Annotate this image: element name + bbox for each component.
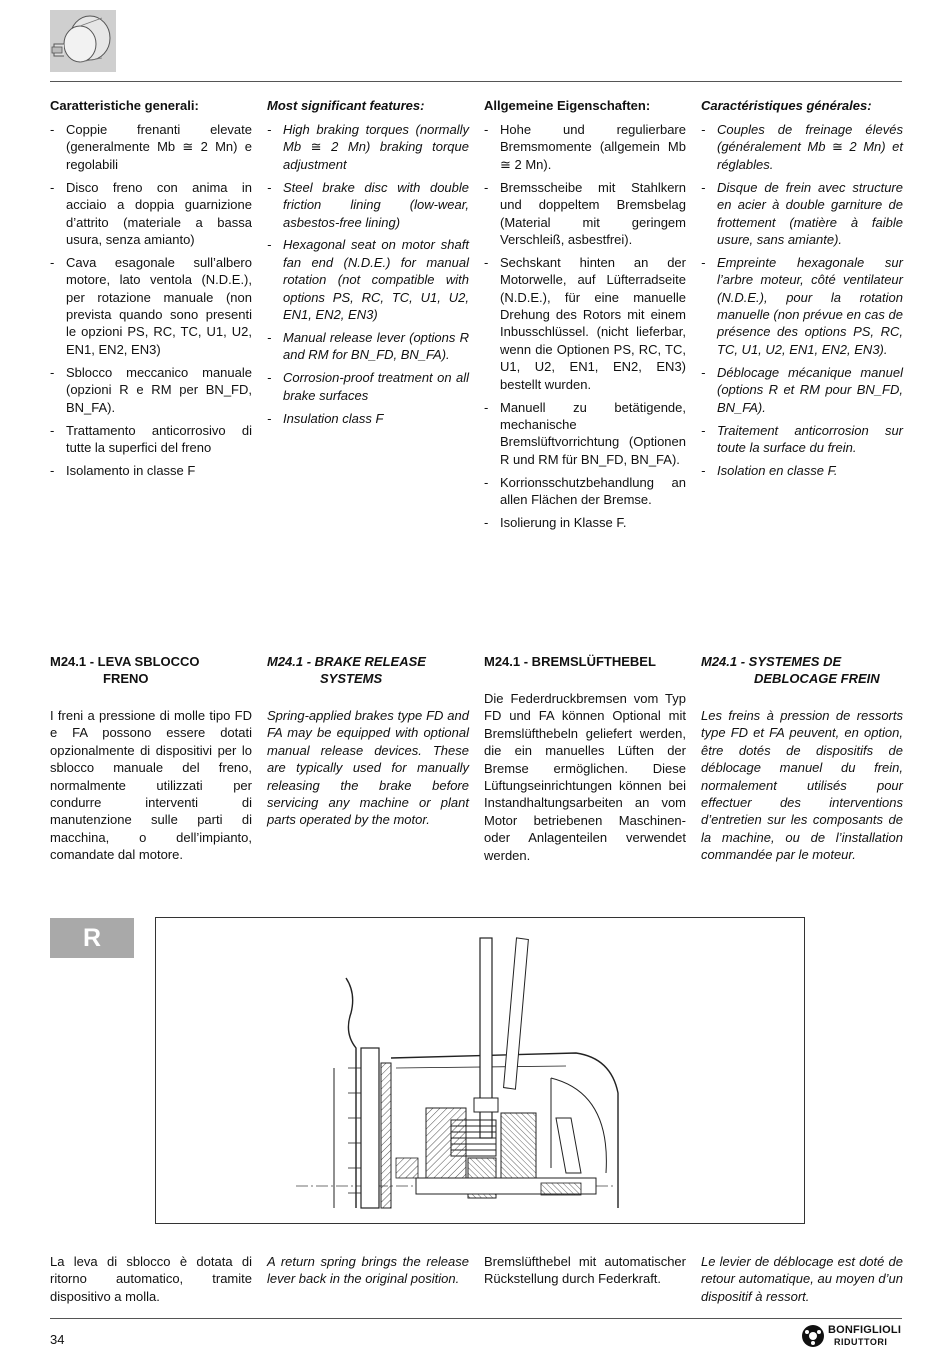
list-item: - Isolierung in Klasse F. — [484, 514, 686, 531]
list-item: - Sechskant hinten an der Motorwelle, auf Lüfterradseite (N.D.E.), für eine manuelle Drehung des Rotors mit einem Inbusschlüssel. (nicht lieferbar, wenn die Optionen PS, RC, TC, U1, U2, EN1, EN2, EN3) bestellt wurden. — [484, 254, 686, 393]
release-it-title: M24.1 - LEVA SBLOCCO — [50, 654, 200, 669]
release-en-title: M24.1 - BRAKE RELEASE — [267, 654, 426, 669]
list-item: - Déblocage mécanique manuel (options R et RM pour BN_FD, BN_FA). — [701, 364, 903, 416]
footer-rule — [50, 1318, 902, 1319]
brand-gear-icon — [800, 1323, 826, 1349]
release-de-title: M24.1 - BREMSLÜFTHEBEL — [484, 654, 656, 669]
list-item: - Steel brake disc with double friction lining (low-wear, asbestos-free lining) — [267, 179, 469, 231]
list-item: - Isolation en classe F. — [701, 462, 903, 479]
features-de-title: Allgemeine Eigenschaften: — [484, 98, 651, 113]
release-en-title-line2: SYSTEMS — [320, 671, 383, 686]
release-it — [50, 653, 252, 864]
header-rule — [50, 81, 902, 82]
features-en-title: Most significant features: — [267, 98, 425, 113]
list-item: - Sblocco meccanico manuale (opzioni R e RM per BN_FD, BN_FA). — [50, 364, 252, 416]
brand-subtitle: RIDUTTORI — [834, 1337, 888, 1347]
brand-logo — [800, 1322, 904, 1350]
features-it-title: Caratteristiche generali: — [50, 98, 199, 113]
release-fr-text: Les freins à pression de ressorts type FD et FA peuvent, en option, être dotés de dispositifs de déblocage manuel du frein, normalement utilisés pour effectuer des interventions d’entretien sur les composants de la machine, ou de l’installation commandée par le moteur. — [701, 708, 903, 863]
list-item: - Corrosion-proof treatment on all brake surfaces — [267, 369, 469, 404]
release-en — [267, 653, 469, 829]
release-de-text: Die Federdruckbremsen vom Typ FD und FA können Optional mit Bremslüfthebeln geliefert werden, die ein manuelles Lüften der Bremse ermöglichen. Diese Lüftungseinrichtungen können bei Instandhaltungsarbeiten an vom Motor betriebenen Maschinen- oder Anlagenteilen verwendet werden. — [484, 691, 686, 863]
release-it-text: I freni a pressione di molle tipo FD e FA possono essere dotati opzionalmente di dispositivi per lo sblocco manuale del freno, normalmente utilizzati per condurre interventi di manutenzione sulle parti di macchina, o dell’impianto, comandate dal motore. — [50, 708, 252, 863]
brand-name: BONFIGLIOLI — [828, 1324, 902, 1336]
list-item: - Hohe und regulierbare Bremsmomente (allgemein Mb ≅ 2 Mn). — [484, 121, 686, 173]
release-de — [484, 653, 686, 864]
features-fr — [701, 97, 903, 485]
list-item: - Korrionsschutzbehandlung an allen Flächen der Bremse. — [484, 474, 686, 509]
list-item: - Bremsscheibe mit Stahlkern und doppeltem Bremsbelag (Material mit geringem Verschleiß, asbestfrei). — [484, 179, 686, 249]
list-item: - Couples de freinage élevés (généralement Mb ≅ 2 Mn) et réglables. — [701, 121, 903, 173]
list-item: - Disque de frein avec structure en acier à double garniture de frottement (matière à faible usure, sans amiante). — [701, 179, 903, 249]
caption-it: La leva di sblocco è dotata di ritorno automatico, tramite dispositivo a molla. — [50, 1254, 252, 1304]
list-item: - Empreinte hexagonale sur l’arbre moteur, côté ventilateur (N.D.E.), pour la rotation manuelle (non prévue en cas de présence des options PS, RC, TC, U1, U2, EN1, EN2, EN3). — [701, 254, 903, 358]
list-item: - Insulation class F — [267, 410, 469, 427]
list-item: - Disco freno con anima in acciaio a doppia guarnizione d’attrito (materiale a bassa usura, senza amianto) — [50, 179, 252, 249]
list-item: - Isolamento in classe F — [50, 462, 252, 479]
caption-fr: Le levier de déblocage est doté de retour automatique, au moyen d’un dispositif à ressort. — [701, 1254, 903, 1304]
features-en — [267, 97, 469, 433]
list-item: - Hexagonal seat on motor shaft fan end (N.D.E.) for manual rotation (not compatible with options PS, RC, TC, U1, U2, EN1, EN2, EN3) — [267, 236, 469, 323]
caption-de: Bremslüfthebel mit automatischer Rückstellung durch Federkraft. — [484, 1254, 686, 1287]
release-fr-title-line2: DEBLOCAGE FREIN — [754, 671, 880, 686]
list-item: - Coppie frenanti elevate (generalmente Mb ≅ 2 Mn) e regolabili — [50, 121, 252, 173]
list-item: - High braking torques (normally Mb ≅ 2 Mn) braking torque adjustment — [267, 121, 469, 173]
list-item: - Traitement anticorrosion sur toute la surface du frein. — [701, 422, 903, 457]
features-de — [484, 97, 686, 537]
features-fr-title: Caractéristiques générales: — [701, 98, 872, 113]
release-it-title-line2: FRENO — [103, 671, 149, 686]
release-fr-title: M24.1 - SYSTEMES DE — [701, 654, 842, 669]
list-item: - Manuell zu betätigende, mechanische Bremslüftvorrichtung (Optionen R und RM für BN_FD, BN_FA). — [484, 399, 686, 469]
motor-icon — [50, 10, 116, 72]
list-item: - Manual release lever (options R and RM for BN_FD, BN_FA). — [267, 329, 469, 364]
page-number: 34 — [50, 1332, 65, 1347]
features-it — [50, 97, 252, 485]
list-item: - Trattamento anticorrosivo di tutte la superfici del freno — [50, 422, 252, 457]
release-en-text: Spring-applied brakes type FD and FA may be equipped with optional manual release devices. These are typically used for manually releasing the brake before servicing any machine or plant parts operated by the motor. — [267, 708, 469, 828]
caption-en: A return spring brings the release lever back in the original position. — [267, 1254, 469, 1287]
brake-release-drawing — [155, 917, 805, 1224]
list-item: - Cava esagonale sull’albero motore, lato ventola (N.D.E.), per rotazione manuale (non prevista quando sono presenti le opzioni PS, RC, TC, U1, U2, EN1, EN2, EN3) — [50, 254, 252, 358]
option-r-badge: R — [50, 918, 134, 958]
release-fr — [701, 653, 903, 864]
